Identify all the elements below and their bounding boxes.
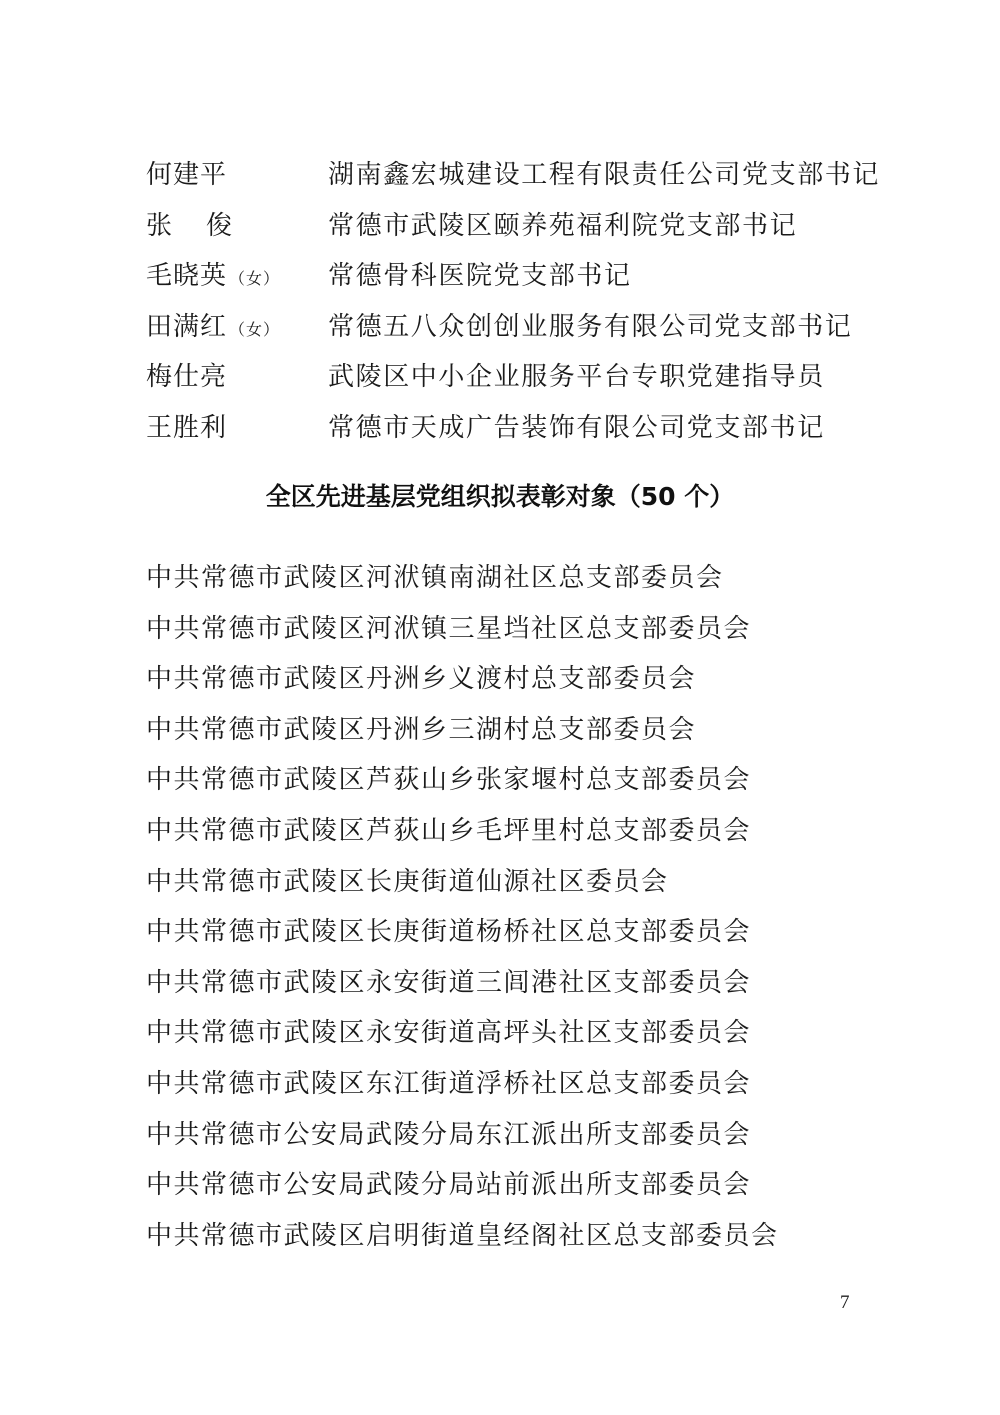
- person-title: 常德市武陵区颐养苑福利院党支部书记: [328, 210, 798, 241]
- person-row: [146, 403, 906, 454]
- organization-list: [146, 553, 906, 1261]
- organization-item: 中共常德市公安局武陵分局站前派出所支部委员会: [146, 1170, 752, 1201]
- person-title: 湖南鑫宏城建设工程有限责任公司党支部书记: [328, 160, 881, 190]
- organization-item: 中共常德市武陵区启明街道皇经阁社区总支部委员会: [146, 1220, 779, 1251]
- organization-item: 中共常德市武陵区河洑镇南湖社区总支部委员会: [146, 563, 724, 593]
- organization-item: 中共常德市武陵区永安街道高坪头社区支部委员会: [146, 1018, 752, 1049]
- person-row: [146, 150, 906, 201]
- organization-item: 中共常德市武陵区永安街道三闾港社区支部委员会: [146, 967, 752, 998]
- person-title: 常德骨科医院党支部书记: [328, 261, 632, 292]
- organization-item: 中共常德市武陵区长庚街道仙源社区委员会: [146, 866, 669, 897]
- person-title: 常德市天成广告装饰有限公司党支部书记: [328, 412, 825, 443]
- organization-item: 中共常德市武陵区芦荻山乡张家堰村总支部委员会: [146, 765, 752, 796]
- organization-item: 中共常德市武陵区丹洲乡三湖村总支部委员会: [146, 714, 697, 745]
- organization-item: 中共常德市武陵区丹洲乡义渡村总支部委员会: [146, 664, 697, 695]
- person-name: 田满红 （女）: [146, 311, 281, 342]
- gender-note: （女）: [229, 269, 281, 289]
- person-list: [146, 150, 906, 454]
- organization-item: 中共常德市武陵区长庚街道杨桥社区总支部委员会: [146, 917, 752, 948]
- page-number: 7: [840, 1292, 850, 1313]
- person-title: 常德五八众创创业服务有限公司党支部书记: [328, 311, 853, 342]
- person-row: [146, 352, 906, 403]
- section-heading: 全区先进基层党组织拟表彰对象（50 个）: [265, 482, 735, 511]
- person-name: 王胜利: [146, 412, 228, 443]
- organization-item: 中共常德市武陵区芦荻山乡毛坪里村总支部委员会: [146, 815, 752, 846]
- person-row: [146, 251, 906, 302]
- person-title: 武陵区中小企业服务平台专职党建指导员: [328, 362, 825, 393]
- person-row: [146, 302, 906, 353]
- organization-item: 中共常德市公安局武陵分局东江派出所支部委员会: [146, 1119, 752, 1150]
- organization-item: 中共常德市武陵区河洑镇三星垱社区总支部委员会: [146, 613, 752, 644]
- gender-note: （女）: [229, 319, 281, 339]
- person-name: 张俊: [146, 210, 267, 241]
- organization-item: 中共常德市武陵区东江街道浮桥社区总支部委员会: [146, 1068, 752, 1099]
- person-name: 毛晓英 （女）: [146, 261, 281, 292]
- person-row: [146, 201, 906, 252]
- person-name: 何建平: [146, 160, 228, 190]
- person-name: 梅仕亮: [146, 362, 228, 393]
